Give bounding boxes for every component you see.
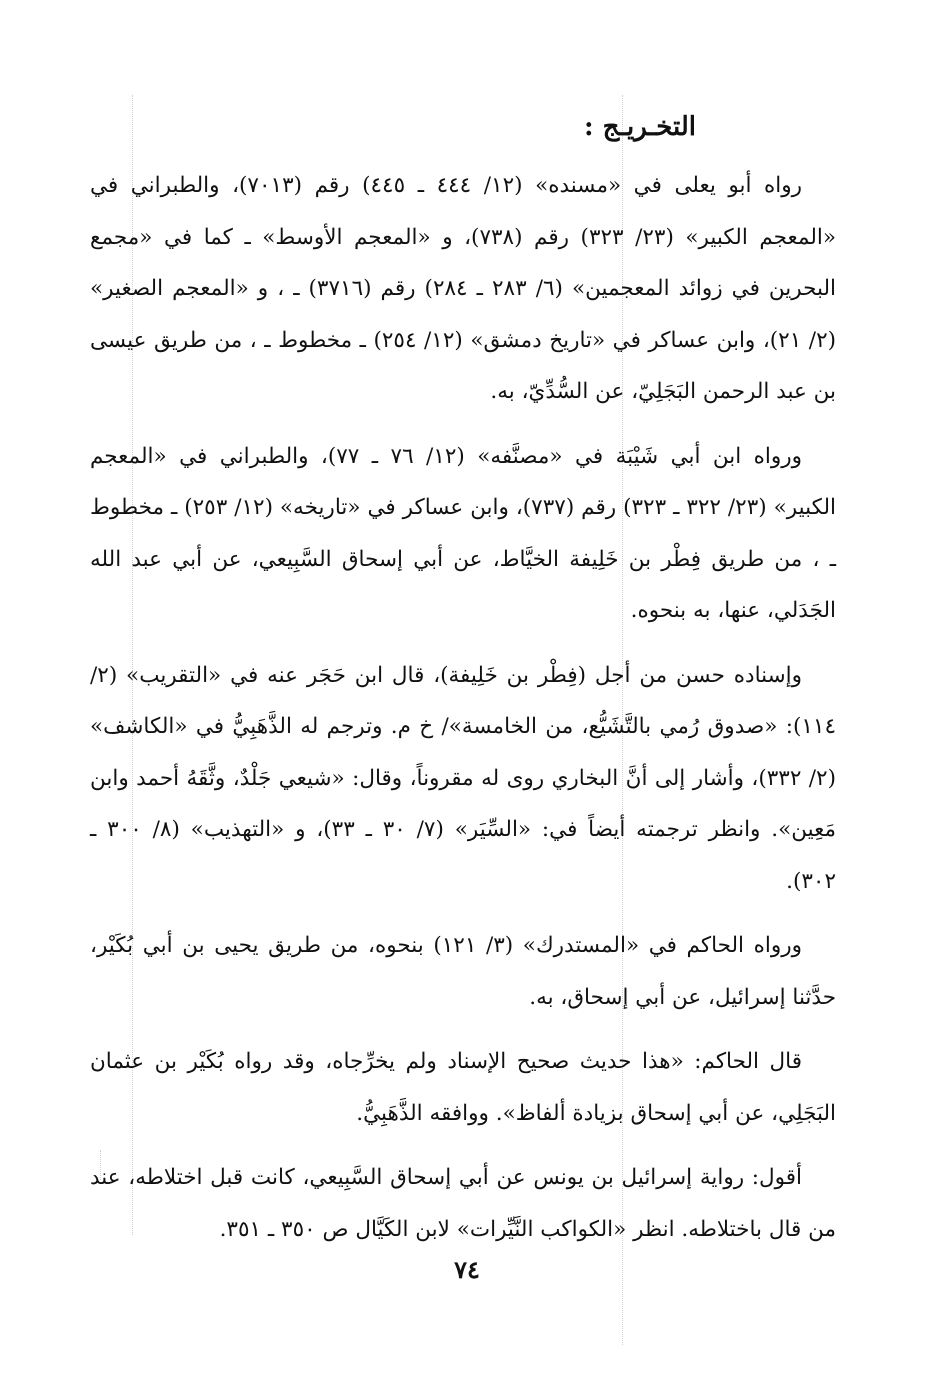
paragraph: رواه أبو يعلى في «مسنده» (١٢/ ٤٤٤ ـ ٤٤٥) رقم (٧٠١٣)، والطبراني في «المعجم الكبير» (٢٣/ ٣٢٣) رقم (٧٣٨)، و «المعجم الأوسط» ـ كما في «مجمع البحرين في زوائد المعجمين» (٦/ ٢٨٣ ـ ٢٨٤) رقم (٣٧١٦) ـ ، و «المعجم الصغير» (٢/ ٢١)، وابن عساكر في «تاريخ دمشق» (١٢/ ٢٥٤) ـ مخطوط ـ ، من طريق عيسى بن عبد الرحمن البَجَلِيّ، عن السُّدِّيّ، به. xyxy=(90,173,837,404)
paragraph: وإسناده حسن من أجل (فِطْر بن خَلِيفة)، قال ابن حَجَر عنه في «التقريب» (٢/ ١١٤): «صدوق رُمي بالتَّشَيُّع، من الخامسة»/ خ م. وترجم له الذَّهَبِيُّ في «الكاشف» (٢/ ٣٣٢)، وأشار إلى أنَّ البخاري روى له مقروناً، وقال: «شيعي جَلْدٌ، وثَّقَهُ أحمد وابن مَعِين». وانظر ترجمته أيضاً في: «السِّيَر» (٧/ ٣٠ ـ ٣٣)، و «التهذيب» (٨/ ٣٠٠ ـ ٣٠٢). xyxy=(90,662,836,894)
paragraph: ورواه ابن أبي شَيْبَة في «مصنَّفه» (١٢/ ٧٦ ـ ٧٧)، والطبراني في «المعجم الكبير» (٢٣/ ٣٢٢ ـ ٣٢٣) رقم (٧٣٧)، وابن عساكر في «تاريخه» (١٢/ ٢٥٣) ـ مخطوط ـ ، من طريق فِطْر بن خَلِيفة الخيَّاط، عن أبي إسحاق السَّبِيعي، عن أبي عبد الله الجَدَلي، عنها، به بنحوه. xyxy=(90,443,836,623)
section-heading: التخـريـج : xyxy=(583,112,696,142)
page-number: ٧٤ xyxy=(454,1255,480,1284)
paragraph: أقول: رواية إسرائيل بن يونس عن أبي إسحاق السَّبِيعي، كانت قبل اختلاطه، عند من قال باختلاطه. انظر «الكواكب النَّيِّرات» لابن الكَيَّال ص ٣٥٠ ـ ٣٥١. xyxy=(90,1165,836,1242)
paragraph: قال الحاكم: «هذا حديث صحيح الإسناد ولم يخرِّجاه، وقد رواه بُكَيْر بن عثمان البَجَلِي، عن أبي إسحاق بزيادة ألفاظ». ووافقه الذَّهَبِيُّ. xyxy=(90,1049,836,1126)
paragraph: ورواه الحاكم في «المستدرك» (٣/ ١٢١) بنحوه، من طريق يحيى بن أبي بُكَيْر، حدَّثنا إسرائيل، عن أبي إسحاق، به. xyxy=(90,933,836,1010)
body-text xyxy=(90,160,836,1268)
